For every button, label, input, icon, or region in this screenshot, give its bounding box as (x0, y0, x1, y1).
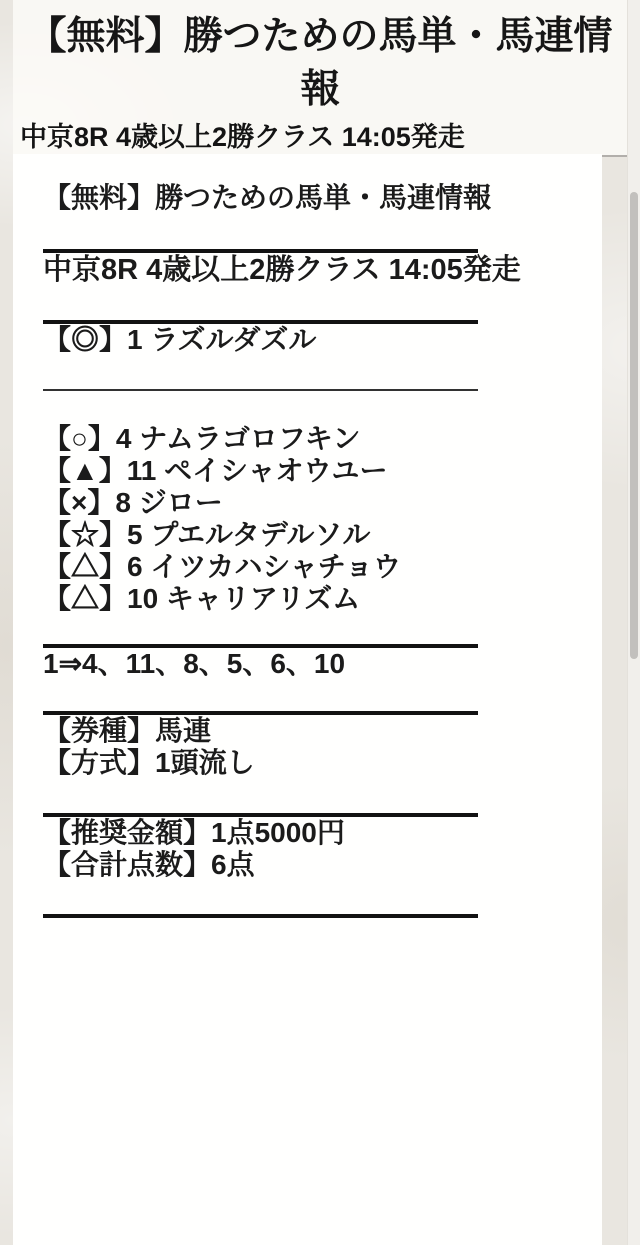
race-heading: 中京8R 4歳以上2勝クラス 14:05発走 (20, 122, 465, 152)
card-title: 【無料】勝つための馬単・馬連情報 (43, 182, 492, 213)
pick-row-tanana: 【▲】11 ペイシャオウユー (43, 455, 388, 486)
total-points: 【合計点数】6点 (43, 849, 255, 880)
bet-type: 【券種】馬連 (43, 715, 212, 746)
recommended-amount: 【推奨金額】1点5000円 (43, 817, 345, 848)
card-race-info: 中京8R 4歳以上2勝クラス 14:05発走 (43, 254, 521, 286)
divider-thick (43, 914, 478, 918)
bet-flow: 1⇒4、11、8、5、6、10 (43, 648, 346, 679)
scrollbar-track[interactable] (627, 0, 640, 1245)
scrollbar-thumb[interactable] (630, 192, 638, 659)
tip-card (13, 154, 602, 1245)
pick-row-taikou: 【○】4 ナムラゴロフキン (43, 423, 361, 454)
divider-thin (43, 389, 478, 391)
pick-row-osae-1: 【△】6 イツカハシャチョウ (43, 551, 401, 582)
pick-row-renka: 【×】8 ジロー (43, 487, 223, 518)
pick-row-hoshi: 【☆】5 プエルタデルソル (43, 519, 371, 550)
bet-method: 【方式】1頭流し (43, 747, 255, 778)
page-header (13, 0, 627, 157)
page-title-line2: 報 (300, 68, 340, 111)
pick-honmei: 【◎】1 ラズルダズル (43, 324, 317, 355)
page-title-line1: 【無料】勝つための馬単・馬連情 (27, 15, 613, 58)
page-title (13, 10, 627, 116)
pick-row-osae-2: 【△】10 キャリアリズム (43, 583, 361, 614)
